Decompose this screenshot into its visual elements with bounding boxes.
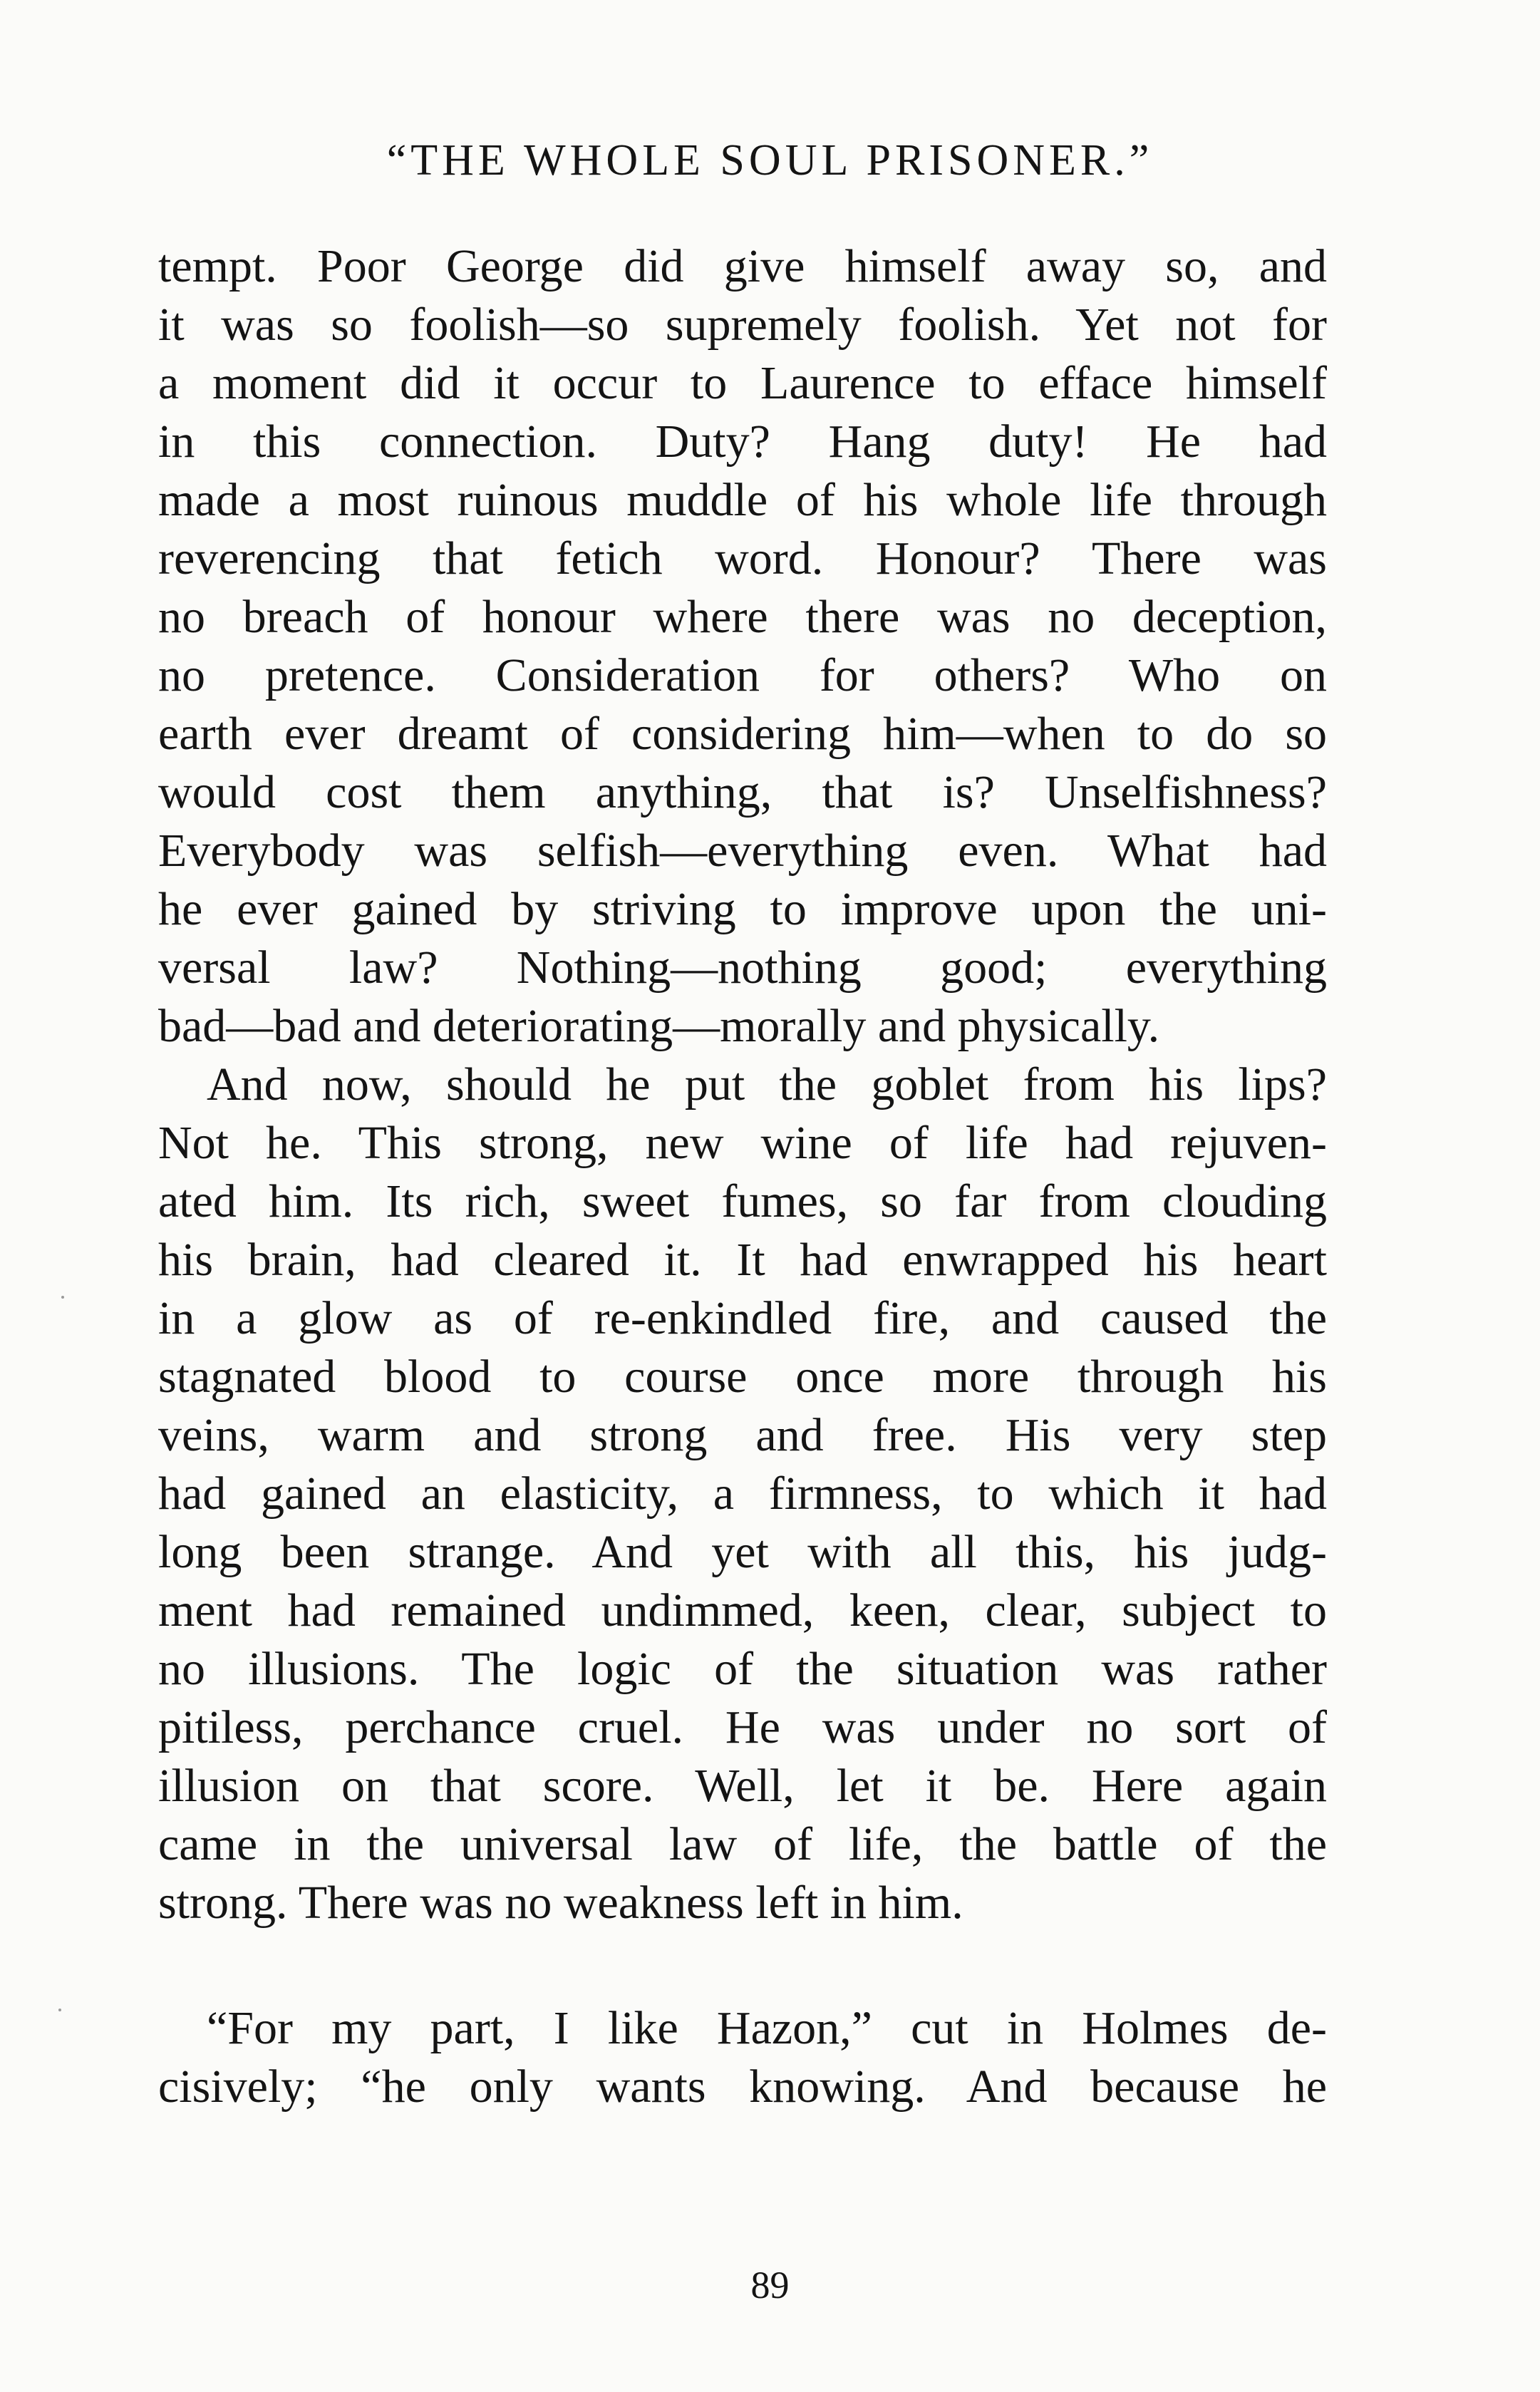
text-line: illusion on that score. Well, let it be. Here again <box>158 1760 1327 1812</box>
text-line: in a glow as of re-enkindled fire, and caused the <box>158 1292 1327 1344</box>
text-line: strong. There was no weakness left in him. <box>158 1877 963 1929</box>
text-line: had gained an elasticity, a firmness, to which it had <box>158 1468 1327 1520</box>
text-line: in this connection. Duty? Hang duty! He had <box>158 416 1327 468</box>
running-title: “THE WHOLE SOUL PRISONER.” <box>386 136 1154 185</box>
page-number: 89 <box>750 2264 790 2306</box>
text-line: veins, warm and strong and free. His very step <box>158 1409 1327 1461</box>
text-line: no breach of honour where there was no deception, <box>158 591 1327 643</box>
text-line: made a most ruinous muddle of his whole life through <box>158 474 1327 526</box>
text-line: Not he. This strong, new wine of life had rejuven- <box>158 1117 1327 1169</box>
text-line: versal law? Nothing—nothing good; everything <box>158 942 1327 994</box>
text-line: And now, should he put the goblet from his lips? <box>207 1058 1327 1110</box>
text-line: cisively; “he only wants knowing. And because he <box>158 2061 1327 2113</box>
text-line: came in the universal law of life, the battle of the <box>158 1818 1327 1870</box>
text-line: his brain, had cleared it. It had enwrapped his heart <box>158 1234 1327 1286</box>
text-line: earth ever dreamt of considering him—when to do so <box>158 708 1327 760</box>
text-line: pitiless, perchance cruel. He was under no sort of <box>158 1701 1327 1753</box>
paper-speck <box>58 2009 61 2011</box>
text-line: ated him. Its rich, sweet fumes, so far from clouding <box>158 1175 1327 1227</box>
text-line: it was so foolish—so supremely foolish. Yet not for <box>158 299 1327 351</box>
text-line: bad—bad and deteriorating—morally and physically. <box>158 1000 1160 1052</box>
text-line: no pretence. Consideration for others? Who on <box>158 649 1327 701</box>
text-line: tempt. Poor George did give himself away so, and <box>158 240 1327 292</box>
text-line: he ever gained by striving to improve upon the uni- <box>158 883 1327 935</box>
text-line: no illusions. The logic of the situation was rather <box>158 1643 1327 1695</box>
text-line: a moment did it occur to Laurence to efface himself <box>158 357 1327 409</box>
text-line: “For my part, I like Hazon,” cut in Holmes de- <box>207 2002 1327 2054</box>
text-line: long been strange. And yet with all this, his judg- <box>158 1526 1327 1578</box>
text-line: reverencing that fetich word. Honour? There was <box>158 532 1327 584</box>
text-line: stagnated blood to course once more through his <box>158 1351 1327 1403</box>
paper-speck <box>61 1296 64 1299</box>
text-line: would cost them anything, that is? Unselfishness? <box>158 766 1327 818</box>
text-line: Everybody was selfish—everything even. What had <box>158 825 1327 877</box>
text-line: ment had remained undimmed, keen, clear, subject to <box>158 1584 1327 1636</box>
